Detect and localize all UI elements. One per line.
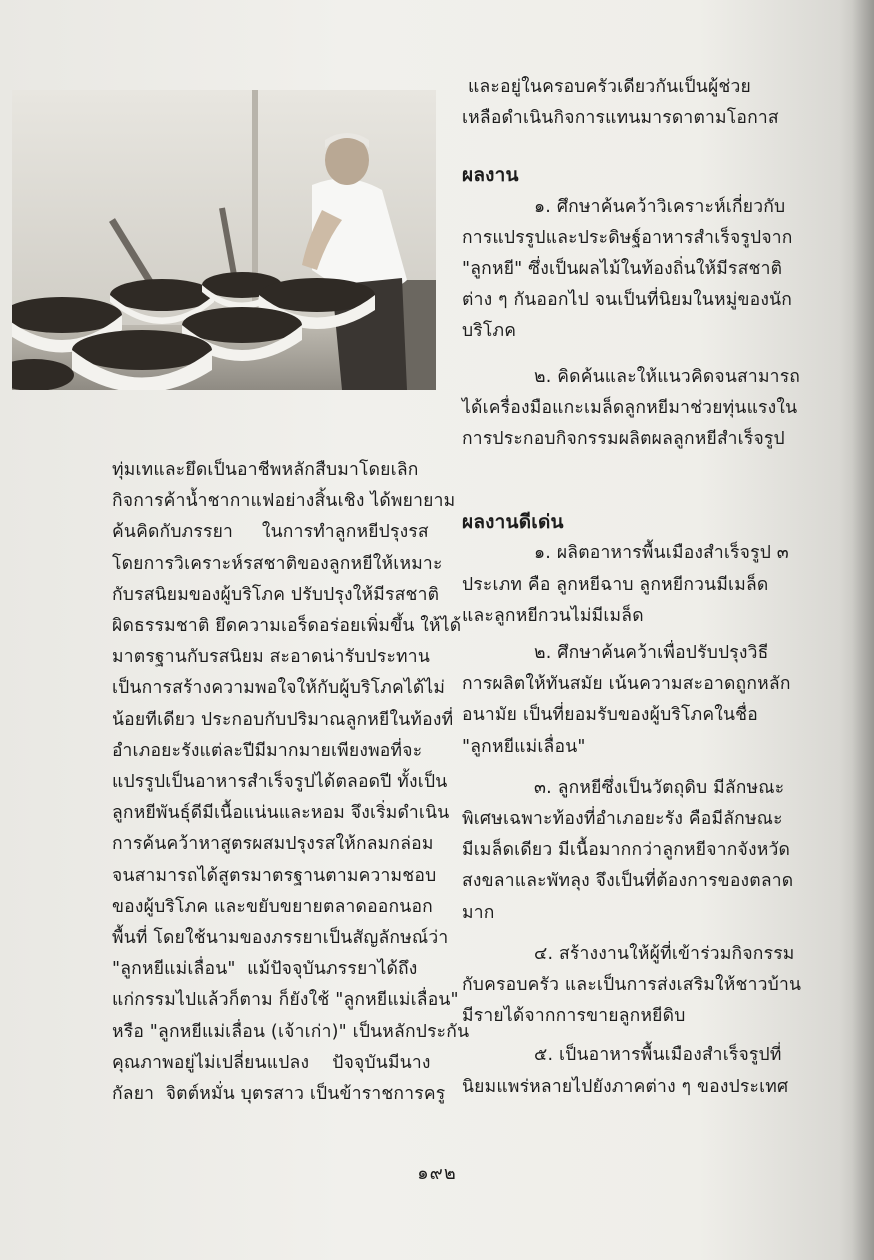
outstanding-item-4-line-1: ๔. สร้างงานให้ผู้ที่เข้าร่วมกิจกรรม bbox=[534, 943, 795, 964]
left-line: อำเภอยะรังแต่ละปีมีมากมายเพียงพอที่จะ bbox=[112, 740, 423, 761]
left-line: เป็นการสร้างความพอใจให้กับผู้บริโภคได้ไม่ bbox=[112, 678, 446, 699]
section-heading-works: ผลงาน bbox=[462, 164, 519, 187]
outstanding-item-2-line-2: การผลิตให้ทันสมัย เน้นความสะอาดถูกหลัก bbox=[462, 674, 791, 695]
works-item-1-line-3: "ลูกหยี" ซึ่งเป็นผลไม้ในท้องถิ่นให้มีรสชาติ bbox=[462, 259, 783, 280]
page-number: ๑๙๒ bbox=[417, 1163, 457, 1184]
works-item-1-line-5: บริโภค bbox=[462, 321, 517, 342]
works-item-1-line-2: การแปรรูปและประดิษฐ์อาหารสำเร็จรูปจาก bbox=[462, 227, 793, 248]
outstanding-item-3-line-1: ๓. ลูกหยีซึ่งเป็นวัตถุดิบ มีลักษณะ bbox=[534, 777, 785, 798]
left-line: โดยการวิเคราะห์รสชาติของลูกหยีให้เหมาะ bbox=[112, 553, 443, 574]
left-line: จนสามารถได้สูตรมาตรฐานตามความชอบ bbox=[112, 865, 437, 886]
left-line: ลูกหยีพันธุ์ดีมีเนื้อแน่นและหอม จึงเริ่มดำเนิน bbox=[112, 803, 450, 824]
outstanding-item-5-line-1: ๕. เป็นอาหารพื้นเมืองสำเร็จรูปที่ bbox=[534, 1045, 782, 1066]
left-line: ผิดธรรมชาติ ยึดความเอร็ดอร่อยเพิ่มขึ้น ให้ได้ bbox=[112, 616, 462, 637]
outstanding-item-3-line-2: พิเศษเฉพาะท้องที่อำเภอยะรัง คือมีลักษณะ bbox=[462, 809, 783, 830]
outstanding-item-1-line-2: ประเภท คือ ลูกหยีฉาบ ลูกหยีกวนมีเมล็ด bbox=[462, 574, 769, 595]
outstanding-item-3-line-3: มีเมล็ดเดียว มีเนื้อมากกว่าลูกหยีจากจังหวัด bbox=[462, 840, 791, 861]
left-line: คุณภาพอยู่ไม่เปลี่ยนแปลง ปัจจุบันมีนาง bbox=[112, 1052, 431, 1073]
outstanding-item-4-line-3: มีรายได้จากการขายลูกหยีดิบ bbox=[462, 1006, 686, 1027]
left-line: กับรสนิยมของผู้บริโภค ปรับปรุงให้มีรสชาติ bbox=[112, 584, 440, 605]
left-line: หรือ "ลูกหยีแม่เลื่อน (เจ้าเก่า)" เป็นหลักประกัน bbox=[112, 1021, 470, 1042]
left-line: แปรรูปเป็นอาหารสำเร็จรูปได้ตลอดปี ทั้งเป็น bbox=[112, 772, 448, 793]
outstanding-item-3-line-5: มาก bbox=[462, 902, 495, 923]
left-line: กิจการค้าน้ำชากาแฟอย่างสิ้นเชิง ได้พยายาม bbox=[112, 491, 456, 512]
outstanding-item-2-line-3: อนามัย เป็นที่ยอมรับของผู้บริโภคในชื่อ bbox=[462, 705, 758, 726]
right-column bbox=[462, 72, 812, 1103]
outstanding-item-5-line-2: นิยมแพร่หลายไปยังภาคต่าง ๆ ของประเทศ bbox=[462, 1076, 789, 1097]
works-item-2-line-2: ได้เครื่องมือแกะเมล็ดลูกหยีมาช่วยทุ่นแรงใน bbox=[462, 397, 798, 418]
outstanding-item-3-line-4: สงขลาและพัทลุง จึงเป็นที่ต้องการของตลาด bbox=[462, 871, 794, 892]
left-line: แก่กรรมไปแล้วก็ตาม ก็ยังใช้ "ลูกหยีแม่เลื่อน" bbox=[112, 990, 459, 1011]
section-heading-outstanding: ผลงานดีเด่น bbox=[462, 511, 564, 534]
page-edge-shadow bbox=[852, 0, 874, 1260]
works-item-2-line-3: การประกอบกิจกรรมผลิตผลลูกหยีสำเร็จรูป bbox=[462, 429, 785, 450]
left-line: น้อยทีเดียว ประกอบกับปริมาณลูกหยีในท้องที่ bbox=[112, 709, 454, 730]
left-line: "ลูกหยีแม่เลื่อน" แม้ปัจจุบันภรรยาได้ถึง bbox=[112, 959, 418, 980]
left-line: การค้นคว้าหาสูตรผสมปรุงรสให้กลมกล่อม bbox=[112, 834, 434, 855]
photo-man-with-bowls bbox=[12, 90, 436, 390]
outstanding-item-2-line-4: "ลูกหยีแม่เลื่อน" bbox=[462, 736, 586, 757]
left-line: ค้นคิดกับภรรยา ในการทำลูกหยีปรุงรส bbox=[112, 522, 429, 543]
left-line: พื้นที่ โดยใช้นามของภรรยาเป็นสัญลักษณ์ว่า bbox=[112, 928, 449, 949]
works-item-2-line-1: ๒. คิดค้นและให้แนวคิดจนสามารถ bbox=[534, 366, 801, 387]
outstanding-item-4-line-2: กับครอบครัว และเป็นการส่งเสริมให้ชาวบ้าน bbox=[462, 975, 802, 996]
left-line: ของผู้บริโภค และขยับขยายตลาดออกนอก bbox=[112, 896, 433, 917]
left-line: มาตรฐานกับรสนิยม สะอาดน่ารับประทาน bbox=[112, 647, 430, 668]
outstanding-item-1-line-3: และลูกหยีกวนไม่มีเมล็ด bbox=[462, 605, 644, 626]
outstanding-item-2-line-1: ๒. ศึกษาค้นคว้าเพื่อปรับปรุงวิธี bbox=[534, 643, 769, 664]
left-column bbox=[112, 455, 470, 1110]
left-line: ทุ่มเทและยึดเป็นอาชีพหลักสืบมาโดยเลิก bbox=[112, 460, 419, 480]
intro-line-1: และอยู่ในครอบครัวเดียวกันเป็นผู้ช่วย bbox=[468, 77, 751, 97]
left-line: กัลยา จิตต์หมั่น บุตรสาว เป็นข้าราชการครู bbox=[112, 1084, 446, 1105]
photo-illustration bbox=[12, 90, 436, 390]
intro-line-2: เหลือดำเนินกิจการแทนมารดาตามโอกาส bbox=[462, 108, 779, 129]
outstanding-item-1-line-1: ๑. ผลิตอาหารพื้นเมืองสำเร็จรูป ๓ bbox=[534, 543, 789, 564]
works-item-1-line-1: ๑. ศึกษาค้นคว้าวิเคราะห์เกี่ยวกับ bbox=[534, 196, 786, 217]
works-item-1-line-4: ต่าง ๆ กันออกไป จนเป็นที่นิยมในหมู่ของนัก bbox=[462, 290, 793, 311]
